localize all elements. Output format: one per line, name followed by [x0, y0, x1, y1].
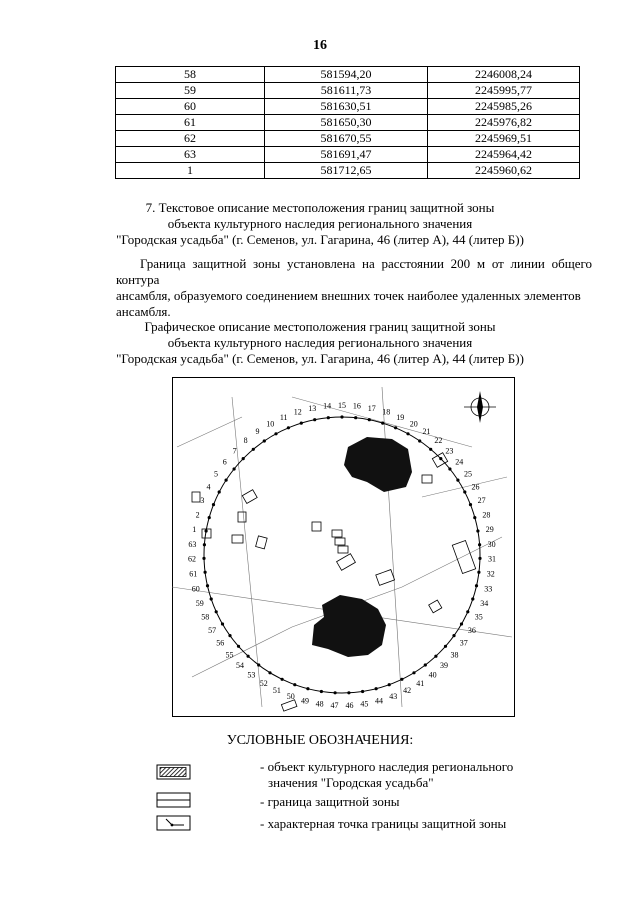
- boundary-point-label: 46: [345, 700, 354, 710]
- boundary-point: [452, 634, 455, 637]
- boundary-point-label: 51: [272, 686, 281, 696]
- boundary-point-label: 22: [434, 436, 443, 446]
- boundary-point-label: 3: [200, 496, 205, 506]
- table-cell: 2245964,42: [428, 147, 580, 163]
- table-row: [116, 163, 580, 179]
- map-border: [173, 378, 515, 717]
- legend-item-point: [260, 816, 506, 832]
- boundary-point: [418, 439, 421, 442]
- boundary-point: [434, 655, 437, 658]
- boundary-point: [466, 610, 469, 613]
- boundary-point: [471, 597, 474, 600]
- boundary-point-label: 35: [474, 612, 483, 622]
- paragraph-line: ансамбля, образуемого соединением внешних точек наиболее удаленных элементов: [116, 288, 581, 303]
- boundary-point: [247, 655, 250, 658]
- table-cell: 581611,73: [265, 83, 428, 99]
- boundary-point: [252, 448, 255, 451]
- boundary-point-label: 53: [247, 670, 256, 680]
- boundary-point: [287, 426, 290, 429]
- boundary-point: [347, 691, 350, 694]
- table-cell: 62: [116, 131, 265, 147]
- boundary-point-label: 10: [266, 419, 275, 429]
- table-cell: 60: [116, 99, 265, 115]
- boundary-point-label: 18: [382, 407, 391, 417]
- boundary-point: [394, 426, 397, 429]
- boundary-point-label: 56: [216, 638, 225, 648]
- boundary-point: [205, 529, 208, 532]
- boundary-point-label: 50: [286, 692, 295, 701]
- section-7-title-line: объекта культурного наследия регионального значения: [167, 216, 473, 231]
- boundary-point-label: 6: [222, 457, 227, 467]
- graphic-description-title: [0, 319, 640, 367]
- boundary-point-label: 60: [191, 584, 200, 594]
- boundary-point-label: 1: [192, 525, 197, 534]
- boundary-point: [456, 479, 459, 482]
- boundary-point: [242, 457, 245, 460]
- boundary-point: [218, 490, 221, 493]
- boundary-point-label: 7: [232, 446, 237, 456]
- boundary-point-label: 55: [225, 650, 234, 660]
- table-row: [116, 83, 580, 99]
- boundary-point-label: 4: [206, 482, 211, 492]
- boundary-point-label: 43: [389, 692, 398, 701]
- legend-line: - характерная точка границы защитной зоны: [260, 816, 507, 831]
- boundary-point-label: 54: [236, 661, 244, 670]
- legend-line: - граница защитной зоны: [260, 794, 400, 809]
- boundary-point: [406, 432, 409, 435]
- table-row: [116, 147, 580, 163]
- legend-item-boundary: [260, 794, 400, 810]
- table-row: [116, 131, 580, 147]
- boundary-point-label: 14: [323, 401, 332, 411]
- boundary-point: [206, 584, 209, 587]
- table-row: [116, 99, 580, 115]
- boundary-point-legend-icon: [156, 815, 191, 831]
- table-row: [116, 67, 580, 83]
- boundary-point-label: 36: [467, 626, 476, 635]
- boundary-point: [368, 418, 371, 421]
- section-7-paragraph: [116, 256, 592, 320]
- table-cell: 2245995,77: [428, 83, 580, 99]
- boundary-point-label: 2: [195, 510, 200, 520]
- section-7-title: [0, 200, 640, 248]
- boundary-point-label: 33: [484, 584, 493, 594]
- boundary-point-label: 49: [301, 696, 309, 706]
- boundary-point-label: 45: [360, 699, 369, 709]
- boundary-point-label: 12: [293, 407, 302, 417]
- boundary-point-label: 13: [308, 404, 317, 413]
- boundary-point: [281, 678, 284, 681]
- boundary-point: [478, 557, 481, 560]
- boundary-point-label: 57: [208, 626, 217, 635]
- boundary-point: [320, 690, 323, 693]
- boundary-point: [293, 683, 296, 686]
- boundary-point: [274, 432, 277, 435]
- boundary-point-label: 39: [440, 661, 448, 670]
- table-cell: 2245969,51: [428, 131, 580, 147]
- table-row: [116, 115, 580, 131]
- boundary-point-label: 29: [485, 525, 494, 534]
- boundary-point: [375, 687, 378, 690]
- boundary-point-label: 8: [243, 436, 248, 446]
- boundary-point: [212, 503, 215, 506]
- boundary-point: [208, 516, 211, 519]
- boundary-point: [476, 529, 479, 532]
- coordinates-table: [115, 66, 580, 179]
- boundary-point-label: 59: [195, 598, 204, 608]
- table-cell: 581650,30: [265, 115, 428, 131]
- legend-item-heritage: [260, 759, 513, 791]
- boundary-point-label: 17: [367, 404, 376, 413]
- boundary-point: [477, 571, 480, 574]
- boundary-point-label: 48: [315, 699, 324, 709]
- boundary-point: [237, 645, 240, 648]
- protection-zone-map: [172, 377, 515, 717]
- boundary-point: [228, 634, 231, 637]
- boundary-point: [412, 671, 415, 674]
- graphic-title-line: "Городская усадьба" (г. Семенов, ул. Гагарина, 46 (литер А), 44 (литер Б)): [116, 351, 524, 366]
- boundary-point: [263, 439, 266, 442]
- boundary-point-label: 40: [428, 670, 437, 680]
- boundary-point: [268, 671, 271, 674]
- boundary-point: [215, 610, 218, 613]
- boundary-point-label: 15: [338, 401, 346, 410]
- boundary-point-label: 20: [409, 419, 418, 429]
- boundary-point-label: 32: [486, 569, 495, 579]
- boundary-point-label: 9: [255, 427, 260, 437]
- boundary-point: [473, 516, 476, 519]
- table-cell: 581630,51: [265, 99, 428, 115]
- boundary-point-label: 28: [482, 510, 491, 520]
- boundary-point: [475, 584, 478, 587]
- table-cell: 63: [116, 147, 265, 163]
- boundary-point: [444, 645, 447, 648]
- boundary-point-label: 19: [396, 412, 405, 422]
- boundary-point-label: 25: [464, 469, 472, 479]
- section-7-title-line: 7. Текстовое описание местоположения границ защитной зоны: [145, 200, 495, 215]
- boundary-point-label: 21: [422, 427, 431, 437]
- boundary-point-label: 27: [477, 496, 486, 506]
- table-cell: 581594,20: [265, 67, 428, 83]
- zone-boundary-legend-icon: [156, 792, 191, 808]
- table-cell: 61: [116, 115, 265, 131]
- boundary-point-label: 42: [403, 686, 412, 696]
- boundary-point: [334, 691, 337, 694]
- boundary-point: [429, 448, 432, 451]
- table-cell: 2245976,82: [428, 115, 580, 131]
- heritage-object-legend-icon: [156, 764, 191, 780]
- table-cell: 58: [116, 67, 265, 83]
- boundary-point-label: 44: [375, 696, 383, 706]
- boundary-point-label: 62: [188, 554, 196, 564]
- boundary-point: [221, 622, 224, 625]
- table-cell: 1: [116, 163, 265, 179]
- boundary-point-label: 23: [445, 446, 454, 456]
- boundary-point-label: 47: [330, 700, 339, 710]
- boundary-point: [354, 416, 357, 419]
- boundary-point: [448, 467, 451, 470]
- map-canvas: [172, 377, 515, 717]
- boundary-point: [439, 457, 442, 460]
- section-7-title-line: "Городская усадьба" (г. Семенов, ул. Гагарина, 46 (литер А), 44 (литер Б)): [116, 232, 524, 247]
- table-cell: 2245985,26: [428, 99, 580, 115]
- boundary-point: [233, 467, 236, 470]
- boundary-point: [478, 543, 481, 546]
- boundary-point-label: 16: [352, 401, 361, 411]
- page-number: 16: [313, 38, 327, 53]
- paragraph-line: ансамбля.: [116, 304, 171, 319]
- boundary-point: [381, 422, 384, 425]
- boundary-point: [225, 479, 228, 482]
- boundary-point-label: 58: [201, 612, 210, 622]
- boundary-point-label: 31: [488, 554, 496, 564]
- boundary-point-label: 26: [471, 482, 480, 492]
- table-cell: 581670,55: [265, 131, 428, 147]
- boundary-point: [203, 543, 206, 546]
- boundary-point: [469, 503, 472, 506]
- graphic-title-line: объекта культурного наследия регионального значения: [167, 335, 473, 350]
- boundary-point-label: 11: [279, 412, 288, 422]
- table-cell: 2246008,24: [428, 67, 580, 83]
- boundary-point-label: 37: [459, 638, 468, 648]
- boundary-point: [300, 422, 303, 425]
- boundary-point: [202, 557, 205, 560]
- boundary-point-label: 5: [214, 469, 218, 479]
- legend-line: значения "Городская усадьба": [268, 775, 434, 790]
- boundary-point: [388, 683, 391, 686]
- legend-title: УСЛОВНЫЕ ОБОЗНАЧЕНИЯ:: [226, 733, 414, 748]
- boundary-point-label: 24: [455, 457, 464, 467]
- boundary-point: [340, 415, 343, 418]
- boundary-point-label: 61: [189, 569, 198, 579]
- boundary-point: [313, 418, 316, 421]
- table-cell: 581712,65: [265, 163, 428, 179]
- boundary-point-label: 30: [487, 539, 496, 549]
- table-cell: 2245960,62: [428, 163, 580, 179]
- boundary-point: [400, 678, 403, 681]
- boundary-point-label: 52: [259, 679, 268, 688]
- boundary-point: [204, 571, 207, 574]
- boundary-point-label: 38: [450, 650, 459, 660]
- boundary-point: [306, 687, 309, 690]
- boundary-point: [361, 690, 364, 693]
- table-cell: 59: [116, 83, 265, 99]
- legend-line: - объект культурного наследия регионального: [260, 759, 514, 774]
- boundary-point: [327, 416, 330, 419]
- boundary-point: [257, 663, 260, 666]
- boundary-point-label: 63: [188, 539, 197, 549]
- boundary-point-label: 41: [416, 679, 425, 688]
- boundary-point: [463, 490, 466, 493]
- graphic-title-line: Графическое описание местоположения границ защитной зоны: [144, 319, 496, 334]
- boundary-point: [210, 597, 213, 600]
- boundary-point: [424, 663, 427, 666]
- boundary-point: [460, 622, 463, 625]
- table-cell: 581691,47: [265, 147, 428, 163]
- paragraph-line: Граница защитной зоны установлена на расстоянии 200 м от линии общего контура: [116, 256, 592, 287]
- boundary-point-label: 34: [480, 598, 489, 608]
